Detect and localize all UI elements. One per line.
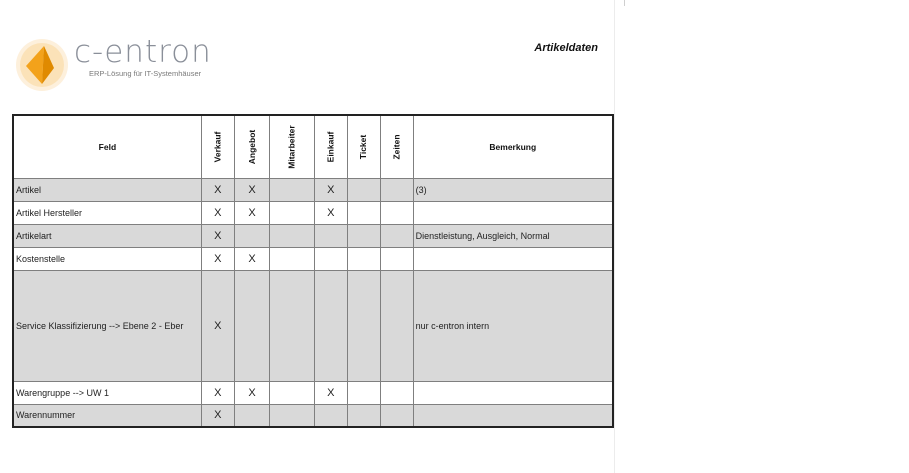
cell-einkauf	[314, 404, 347, 427]
cell-zeiten	[380, 224, 413, 247]
cell-mitarbeiter	[270, 381, 314, 404]
header-mitarbeiter: Mitarbeiter	[270, 115, 314, 178]
table-header-row	[13, 115, 613, 178]
cell-einkauf	[314, 270, 347, 381]
cell-zeiten	[380, 201, 413, 224]
cell-mitarbeiter	[270, 224, 314, 247]
cell-verkauf: X	[201, 404, 234, 427]
cell-feld: Service Klassifizierung --> Ebene 2 - Eber	[13, 270, 201, 381]
cell-verkauf: X	[201, 270, 234, 381]
divider-tick	[624, 0, 625, 6]
cell-bemerkung	[413, 381, 613, 404]
table-row	[13, 247, 613, 270]
table-row	[13, 381, 613, 404]
cell-einkauf	[314, 224, 347, 247]
cell-einkauf: X	[314, 178, 347, 201]
cell-verkauf: X	[201, 224, 234, 247]
cell-bemerkung: nur c-entron intern	[413, 270, 613, 381]
table-row	[13, 404, 613, 427]
cell-feld: Warengruppe --> UW 1	[13, 381, 201, 404]
table-row	[13, 270, 613, 381]
header-zeiten: Zeiten	[380, 115, 413, 178]
cell-ticket	[347, 270, 380, 381]
cell-mitarbeiter	[270, 404, 314, 427]
document-title: Artikeldaten	[534, 42, 598, 54]
cell-feld: Artikelart	[13, 224, 201, 247]
cell-mitarbeiter	[270, 270, 314, 381]
right-blank-pane	[614, 0, 909, 473]
header-bemerkung: Bemerkung	[413, 115, 613, 178]
cell-ticket	[347, 224, 380, 247]
cell-angebot	[234, 270, 269, 381]
cell-angebot: X	[234, 247, 269, 270]
header-ticket: Ticket	[347, 115, 380, 178]
cell-feld: Artikel Hersteller	[13, 201, 201, 224]
cell-mitarbeiter	[270, 201, 314, 224]
cell-ticket	[347, 247, 380, 270]
cell-feld: Artikel	[13, 178, 201, 201]
cell-bemerkung: Dienstleistung, Ausgleich, Normal	[413, 224, 613, 247]
brand-name: c-entron	[74, 34, 212, 70]
cell-ticket	[347, 381, 380, 404]
cell-angebot: X	[234, 178, 269, 201]
cell-angebot	[234, 224, 269, 247]
cell-angebot	[234, 404, 269, 427]
cell-mitarbeiter	[270, 247, 314, 270]
cell-bemerkung	[413, 247, 613, 270]
cell-angebot: X	[234, 381, 269, 404]
cell-verkauf: X	[201, 381, 234, 404]
cell-ticket	[347, 178, 380, 201]
cell-zeiten	[380, 404, 413, 427]
cell-verkauf: X	[201, 247, 234, 270]
cell-angebot: X	[234, 201, 269, 224]
c-entron-logo-icon	[12, 36, 72, 96]
table-row	[13, 224, 613, 247]
cell-einkauf: X	[314, 381, 347, 404]
cell-zeiten	[380, 270, 413, 381]
cell-feld: Kostenstelle	[13, 247, 201, 270]
cell-einkauf	[314, 247, 347, 270]
cell-zeiten	[380, 381, 413, 404]
article-data-table	[12, 114, 614, 428]
cell-bemerkung	[413, 404, 613, 427]
cell-zeiten	[380, 178, 413, 201]
cell-mitarbeiter	[270, 178, 314, 201]
header-einkauf: Einkauf	[314, 115, 347, 178]
cell-bemerkung: (3)	[413, 178, 613, 201]
company-logo	[12, 36, 242, 94]
cell-feld: Warennummer	[13, 404, 201, 427]
table-row	[13, 201, 613, 224]
cell-zeiten	[380, 247, 413, 270]
cell-ticket	[347, 404, 380, 427]
cell-bemerkung	[413, 201, 613, 224]
cell-verkauf: X	[201, 178, 234, 201]
header-angebot: Angebot	[234, 115, 269, 178]
brand-tagline: ERP-Lösung für IT-Systemhäuser	[89, 69, 202, 78]
cell-einkauf: X	[314, 201, 347, 224]
table-row	[13, 178, 613, 201]
header-verkauf: Verkauf	[201, 115, 234, 178]
cell-ticket	[347, 201, 380, 224]
header-feld: Feld	[13, 115, 201, 178]
cell-verkauf: X	[201, 201, 234, 224]
